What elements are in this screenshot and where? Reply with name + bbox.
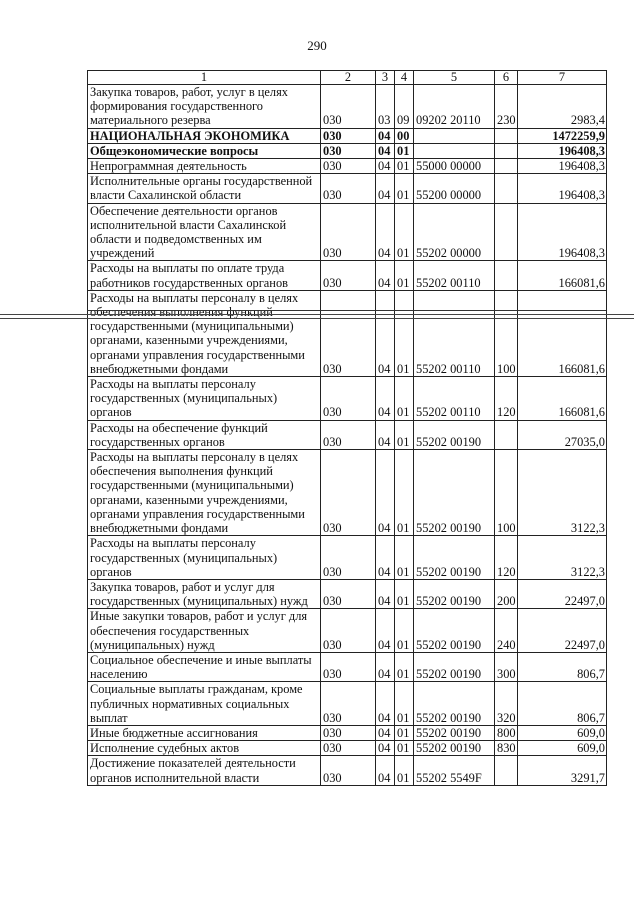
cell-subsection: 01 [395,756,414,785]
table-row [88,741,607,756]
cell-target: 55202 00190 [414,536,495,580]
cell-amount: 3122,3 [518,536,607,580]
table-row [88,652,607,681]
cell-admin: 030 [321,174,376,203]
cell-section: 04 [376,290,395,376]
table-row [88,450,607,536]
cell-type [495,420,518,449]
cell-amount: 166081,6 [518,377,607,421]
cell-name: Расходы на выплаты персоналу в целях обеспечения выполнения функций государственными (муниципальными) органами, казенными учреждениями, органами управления государственными внебюджетными фондами [88,450,321,536]
cell-admin: 030 [321,536,376,580]
table-row [88,85,607,129]
cell-section: 04 [376,143,395,158]
cell-type [495,159,518,174]
cell-target: 55202 00190 [414,450,495,536]
cell-type: 120 [495,377,518,421]
table-row [88,290,607,376]
cell-subsection: 01 [395,741,414,756]
cell-target: 55202 00190 [414,652,495,681]
cell-admin: 030 [321,420,376,449]
cell-amount: 609,0 [518,741,607,756]
table-row [88,143,607,158]
cell-subsection: 01 [395,159,414,174]
table-row [88,203,607,261]
cell-type [495,261,518,290]
cell-admin: 030 [321,290,376,376]
header-cell: 7 [518,71,607,85]
header-cell: 1 [88,71,321,85]
cell-section: 04 [376,128,395,143]
cell-name: Расходы на выплаты персоналу государственных (муниципальных) органов [88,536,321,580]
table-row [88,420,607,449]
cell-name: Расходы на обеспечение функций государственных органов [88,420,321,449]
cell-target: 55000 00000 [414,159,495,174]
cell-name: Расходы на выплаты персоналу в целях обеспечения выполнения функций государственными (муниципальными) органами, казенными учреждениями, органами управления государственными внебюджетными фондами [88,290,321,376]
cell-target: 55202 00000 [414,203,495,261]
cell-target [414,143,495,158]
cell-target [414,128,495,143]
cell-type [495,203,518,261]
cell-admin: 030 [321,741,376,756]
cell-amount: 196408,3 [518,174,607,203]
table-row [88,682,607,726]
cell-amount: 806,7 [518,682,607,726]
cell-admin: 030 [321,128,376,143]
cell-name: Расходы на выплаты по оплате труда работников государственных органов [88,261,321,290]
cell-subsection: 01 [395,420,414,449]
header-cell: 4 [395,71,414,85]
cell-target: 55202 00190 [414,579,495,608]
table-row [88,174,607,203]
cell-section: 04 [376,741,395,756]
table-row [88,579,607,608]
cell-amount: 196408,3 [518,143,607,158]
cell-amount: 1472259,9 [518,128,607,143]
cell-subsection: 01 [395,682,414,726]
cell-subsection: 01 [395,174,414,203]
cell-section: 04 [376,450,395,536]
cell-admin: 030 [321,159,376,174]
cell-section: 04 [376,536,395,580]
table-row [88,725,607,740]
cell-type: 200 [495,579,518,608]
strike-through-line [87,310,606,311]
cell-amount: 196408,3 [518,203,607,261]
cell-section: 03 [376,85,395,129]
budget-table [87,70,607,786]
cell-section: 04 [376,652,395,681]
cell-section: 04 [376,682,395,726]
header-cell: 3 [376,71,395,85]
cell-admin: 030 [321,682,376,726]
cell-subsection: 01 [395,536,414,580]
cell-section: 04 [376,174,395,203]
cell-amount: 22497,0 [518,579,607,608]
cell-type: 320 [495,682,518,726]
cell-subsection: 01 [395,652,414,681]
cell-type: 300 [495,652,518,681]
table-row [88,756,607,785]
cell-name: НАЦИОНАЛЬНАЯ ЭКОНОМИКА [88,128,321,143]
cell-type [495,128,518,143]
cell-subsection: 01 [395,377,414,421]
header-cell: 5 [414,71,495,85]
cell-amount: 2983,4 [518,85,607,129]
cell-name: Социальные выплаты гражданам, кроме публичных нормативных социальных выплат [88,682,321,726]
cell-subsection: 01 [395,290,414,376]
cell-admin: 030 [321,725,376,740]
cell-amount: 22497,0 [518,609,607,653]
cell-target: 55202 00190 [414,725,495,740]
cell-admin: 030 [321,143,376,158]
cell-name: Обеспечение деятельности органов исполнительной власти Сахалинской области и подведомственных им учреждений [88,203,321,261]
cell-target: 55202 00110 [414,377,495,421]
cell-admin: 030 [321,450,376,536]
table-row [88,261,607,290]
cell-section: 04 [376,159,395,174]
table-row [88,128,607,143]
cell-admin: 030 [321,85,376,129]
header-cell: 6 [495,71,518,85]
cell-name: Закупка товаров, работ и услуг для государственных (муниципальных) нужд [88,579,321,608]
cell-section: 04 [376,725,395,740]
cell-name: Исполнительные органы государственной власти Сахалинской области [88,174,321,203]
cell-target: 09202 20110 [414,85,495,129]
cell-target: 55202 00190 [414,682,495,726]
cell-section: 04 [376,203,395,261]
cell-name: Общеэкономические вопросы [88,143,321,158]
cell-name: Расходы на выплаты персоналу государственных (муниципальных) органов [88,377,321,421]
cell-target: 55202 00110 [414,261,495,290]
cell-name: Иные бюджетные ассигнования [88,725,321,740]
cell-name: Иные закупки товаров, работ и услуг для обеспечения государственных (муниципальных) нужд [88,609,321,653]
cell-subsection: 01 [395,261,414,290]
cell-type: 230 [495,85,518,129]
cell-type [495,143,518,158]
cell-target: 55200 00000 [414,174,495,203]
cell-type [495,174,518,203]
cell-amount: 27035,0 [518,420,607,449]
cell-subsection: 01 [395,579,414,608]
cell-amount: 3291,7 [518,756,607,785]
cell-admin: 030 [321,377,376,421]
cell-type: 800 [495,725,518,740]
table-body [88,85,607,786]
cell-admin: 030 [321,579,376,608]
cell-section: 04 [376,377,395,421]
cell-subsection: 00 [395,128,414,143]
cell-admin: 030 [321,609,376,653]
page-number: 290 [307,38,327,53]
cell-name: Закупка товаров, работ, услуг в целях формирования государственного материального резерва [88,85,321,129]
table-header-row [88,71,607,85]
cell-subsection: 01 [395,450,414,536]
cell-amount: 3122,3 [518,450,607,536]
cell-amount: 166081,6 [518,290,607,376]
cell-amount: 166081,6 [518,261,607,290]
cell-admin: 030 [321,652,376,681]
cell-target: 55202 00190 [414,420,495,449]
header-cell: 2 [321,71,376,85]
cell-section: 04 [376,756,395,785]
cell-type: 100 [495,290,518,376]
cell-target: 55202 00190 [414,609,495,653]
cell-type: 240 [495,609,518,653]
cell-type [495,756,518,785]
cell-section: 04 [376,579,395,608]
cell-amount: 806,7 [518,652,607,681]
cell-type: 100 [495,450,518,536]
cell-subsection: 01 [395,725,414,740]
cell-subsection: 01 [395,203,414,261]
cell-subsection: 01 [395,609,414,653]
cell-subsection: 09 [395,85,414,129]
cut-line [0,314,634,315]
cell-name: Непрограммная деятельность [88,159,321,174]
cell-target: 55202 00190 [414,741,495,756]
cell-section: 04 [376,420,395,449]
cell-subsection: 01 [395,143,414,158]
cell-target: 55202 00110 [414,290,495,376]
cell-admin: 030 [321,203,376,261]
cell-name: Исполнение судебных актов [88,741,321,756]
cell-admin: 030 [321,756,376,785]
cell-section: 04 [376,609,395,653]
cell-name: Достижение показателей деятельности органов исполнительной власти [88,756,321,785]
cut-line [0,318,634,319]
table-row [88,159,607,174]
cell-amount: 609,0 [518,725,607,740]
cell-section: 04 [376,261,395,290]
table-row [88,377,607,421]
cell-amount: 196408,3 [518,159,607,174]
cell-target: 55202 5549F [414,756,495,785]
cell-type: 830 [495,741,518,756]
cell-type: 120 [495,536,518,580]
table-row [88,536,607,580]
table-row [88,609,607,653]
cell-name: Социальное обеспечение и иные выплаты населению [88,652,321,681]
cell-admin: 030 [321,261,376,290]
